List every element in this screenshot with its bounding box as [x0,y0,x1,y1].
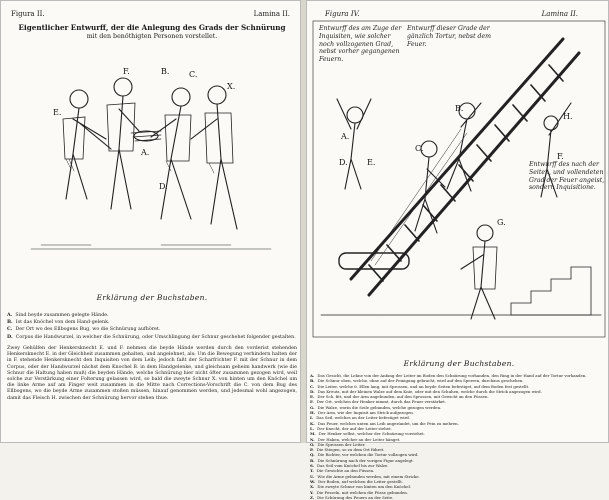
left-plate-label: Lamina II. [253,10,290,18]
legend-item: B. Ist das Knöchel von dem Hand-gelenk. [7,319,110,326]
left-continuation-text: Zwey Gehülfen der Henkersknecht E. und F. nehmen die beyde Hände werden durch den vorderist stehenden Henkersknecht E. in der Gleichheit zusammen gehalten, und angelehnet, als: Um die Bewegung verhindern halten der in F. stehende Henkersknecht den Inquisiten von dem Leib; jedoch faßt der Scharfrichter F. mit der Schnur in dem Corpus, oder der Handwurzel nächst dem Knochel B. in dem Handgelenke, und gleichsam geheim handwerk (wie die Schnur die Haltung haben muß) die beyden Hände, welche Schnürung hier nicht öfter zusammen gezogen wird, weil solche zur Verstärkung einer Folterung gelassen wird, so bald die zweyte Schnur X. von hinten um den Knöchel um die linke Arme auf am Finger weit zusammen in die Mitte nach Corrections-Vorschrift die C. von dem Bug des Ellbogens, wo die beyde Arme zusammen stoßen müssen, hinauf genommen werden, und jedesmal wohl angezogen, damit das Fleisch H. zwischen der Schnürung hervor stehen thue. [7,346,297,401]
fig-letter-g: G. [497,218,506,227]
left-figure-label: Figura II. [11,10,45,18]
fig-letter-c: C. [189,70,198,79]
legend-item: W. Der Boden, auf welchen die Leiter gestellt. [310,478,404,484]
legend-item: A. Das Gesicht, die Lehne von der Anfang der Leiter im Boden den Schnürung vorhanden, den Ring in der Hand auf der Tortur vorhanden. [310,373,587,378]
legend-item: Y. Die Fesseln, mit welchen die Füsse gebunden. [310,489,409,495]
legend-item: E. Der Sch. fitt, und der Arm angebunden, auf den Sprossen, mit Gewicht an den Füssen. [310,394,489,400]
legend-item: O. Die Sprossen der Leiter. [310,441,366,447]
legend-item: X. Die zweyte Schnur von hinten um den Knöchel. [310,484,412,490]
figure-ii-engraving [11,59,291,259]
fig-letter-e: E. [367,158,376,167]
right-legend [310,373,605,500]
legend-item: P. Die Stiegen, so zu dem Ort führet. [310,447,385,453]
fig-letter-h: H. [563,112,573,121]
fig-letter-a: A. [341,132,350,141]
legend-item: C. Der Ort wo des Ellbogens Bug, wo die Schnürung aufhöret. [7,326,161,333]
fig-letter-x: X. [227,82,236,91]
legend-item: N. Der Haken, welcher an der Leiter hänget. [310,436,401,442]
legend-item: I. Das Seil, welches an der Leiter befestiget wird. [310,415,411,421]
fig-letter-a: A. [141,148,150,157]
right-note-right: Entwurff des nach der Seiten, und vollendeten Grad der Feuer angeist, sondern Inquisitione. [529,161,605,192]
legend-item: G. Die Walze, worin die Seile gebunden, welche gezogen werden. [310,404,442,410]
legend-item: D. Corpus die Handwurzel, in welcher die Schnürung, oder Umschlingung der Schnur geschehet folgender gestalten. [7,333,296,340]
left-page [0,0,301,443]
left-subtitle: mit den benöthigten Personen vorstellet. [86,33,218,40]
legend-item: M. Der Henker selbst, welcher der Schnürung vorstehet. [310,431,425,437]
right-figure-label: Figura IV. [325,10,360,18]
fig-letter-d: D. [159,182,168,191]
legend-item: H. Der Arm, wie der Inquisit am Strick aufgezogen. [310,410,415,416]
legend-item: A. Sind beyde zusammen gelegte Hände. [7,312,109,318]
fig-letter-f: F. [123,67,130,76]
left-legend [7,312,297,341]
legend-item: L. Der Knecht, der auf der Leiter stehet. [310,425,392,431]
legend-item: S. Das Seil vom Knöchel bis zur Walze. [310,463,389,469]
legend-item: U. Wie die Arme gebunden werden, mit einem Stricke. [310,473,420,479]
fig-letter-e: E. [53,108,62,117]
right-note-upper-middle: Entwurff dieser Grade der gänzlich Tortur, nebst dem Feuer. [407,25,492,48]
legend-item: B. Die Schnur oben, welche, ohne auf der Peinigung gebracht, wird auf den Sperren, durchaus geschehen. [310,378,524,384]
legend-item: Z. Die Schürung des Feuers an der Seite. [310,494,394,500]
fig-letter-c: C. [415,144,424,153]
fig-letter-b: B. [455,104,464,113]
legend-item: Q. Die Richter, vor welchen die Tortur vollzogen wird. [310,452,419,458]
left-explanation-heading: Erklärung der Buchstaben. [96,293,208,302]
left-title-main: Eigentlicher Entwurff, der die Anlegung des Grads der Schnürung [18,23,286,32]
left-title [7,23,297,41]
fig-letter-b: B. [161,67,170,76]
fig-letter-f: F. [557,152,564,161]
fig-letter-d: D. [339,158,348,167]
right-note-upper-left: Entwurff des am Zuge der Inquisiten, wie solcher noch vollzogenen Grad, nebst vorher gegangenen Feuern. [319,25,402,64]
figure-iv-engraving [311,19,607,339]
right-explanation-heading: Erklärung der Buchstaben. [403,359,515,368]
legend-item: F. Der Ort, welchen der Henker nimmt, durch das Feuer verstärket. [310,399,447,405]
legend-item: T. Die Gewichte an den Füssen. [310,468,375,474]
legend-item: R. Die Schnürung nach der vorigen Figur angelegt. [310,457,414,463]
right-plate-label: Lamina II. [541,10,578,18]
legend-item: D. Das Kreutz, mit der kleinen Walze auf dem Knie, oder mit den Schuhen, welche durch die Strick angezogen wird. [310,388,542,394]
legend-item: C. Die Leiter, welche 6. Ellen lang, mit Sprossen, und an beyde Seiten befestiget, auf dem Boden fest gestellt. [310,383,530,389]
legend-item: K. Das Feuer, welches unten am Leib angezündet, um die Pein zu mehren. [310,420,459,426]
